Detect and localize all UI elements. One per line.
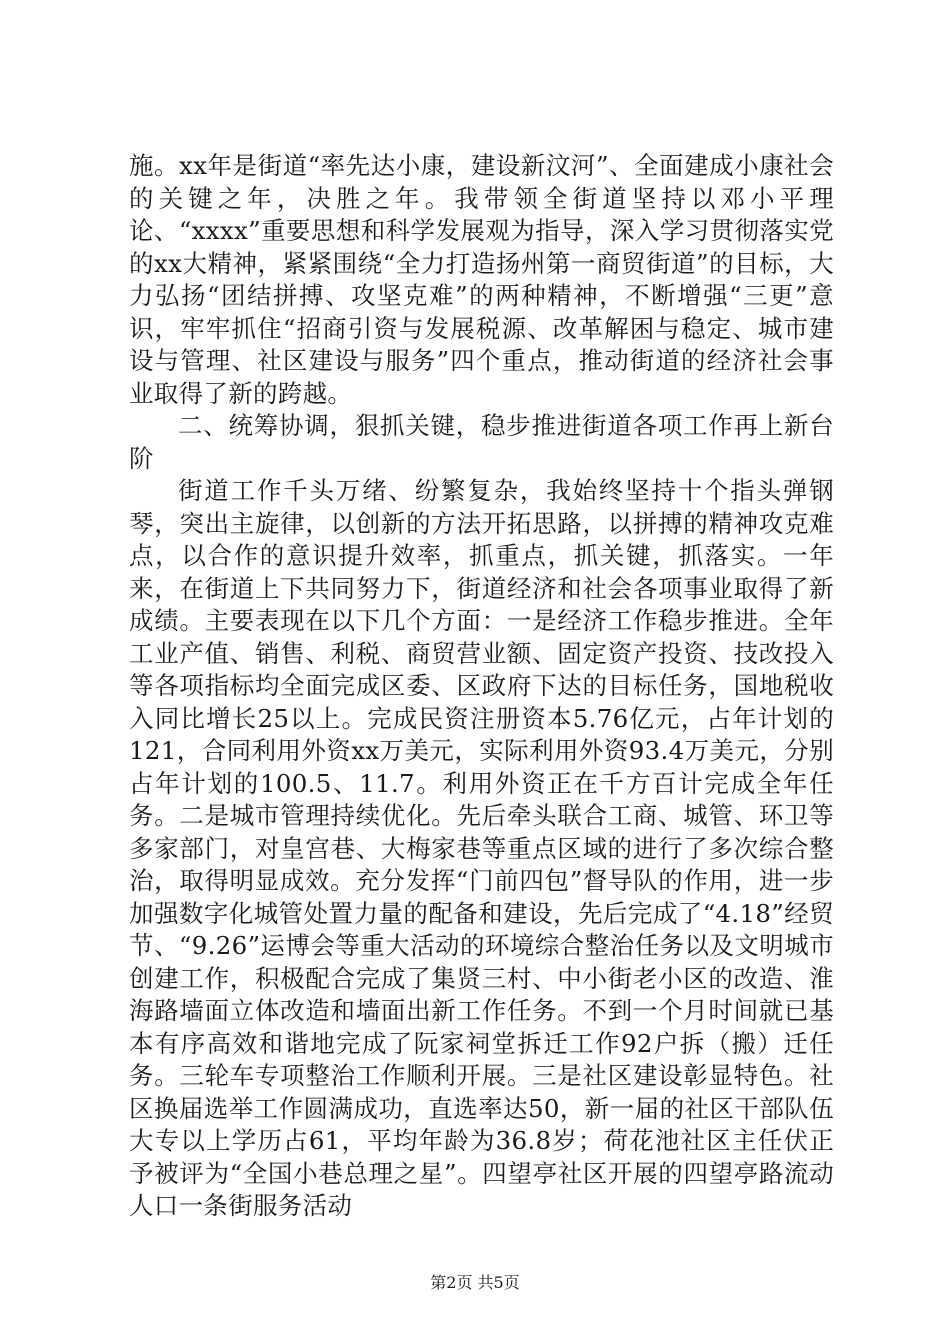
page-number-footer: 第2页 共5页 xyxy=(430,1273,520,1292)
section-heading: 二、统筹协调，狠抓关键，稳步推进街道各项工作再上新台阶 xyxy=(129,411,834,473)
paragraph-body: 街道工作千头万绪、纷繁复杂，我始终坚持十个指头弹钢琴，突出主旋律，以创新的方法开拓思路，以拼搏的精神攻克难点，以合作的意识提升效率，抓重点，抓关键，抓落实。一年来，在街道上下共同努力下，街道经济和社会各项事业取得了新成绩。主要表现在以下几个方面：一是经济工作稳步推进。全年工业产值、销售、利税、商贸营业额、固定资产投资、技改投入等各项指标均全面完成区委、区政府下达的目标任务，国地税收入同比增长25以上。完成民资注册资本5.76亿元，占年计划的121，合同利用外资xx万美元，实际利用外资93.4万美元，分别占年计划的100.5、11.7。利用外资正在千方百计完成全年任务。二是城市管理持续优化。先后牵头联合工商、城管、环卫等多家部门，对皇宫巷、大梅家巷等重点区域的进行了多次综合整治，取得明显成效。充分发挥“门前四包”督导队的作用，进一步加强数字化城管处置力量的配备和建设，先后完成了“4.18”经贸节、“9.26”运博会等重大活动的环境综合整治任务以及文明城市创建工作，积极配合完成了集贤三村、中小街老小区的改造、淮海路墙面立体改造和墙面出新工作任务。不到一个月时间就已基本有序高效和谐地完成了阮家祠堂拆迁工作92户拆（搬）迁任务。三轮车专项整治工作顺利开展。三是社区建设彰显特色。社区换届选举工作圆满成功，直选率达50，新一届的社区干部队伍大专以上学历占61，平均年龄为36.8岁；荷花池社区主任伏正予被评为“全国小巷总理之星”。四望亭社区开展的四望亭路流动人口一条街服务活动 xyxy=(129,476,834,1220)
paragraph-continuation: 施。xx年是街道“率先达小康，建设新汶河”、全面建成小康社会的关键之年，决胜之年。我带领全街道坚持以邓小平理论、“xxxx”重要思想和科学发展观为指导，深入学习贯彻落实党的xx大精神，紧紧围绕“全力打造扬州第一商贸街道”的目标，大力弘扬“团结拼搏、攻坚克难”的两种精神，不断增强“三更”意识，牢牢抓住“招商引资与发展税源、改革解困与稳定、城市建设与管理、社区建设与服务”四个重点，推动街道的经济社会事业取得了新的跨越。 xyxy=(129,151,834,408)
document-body xyxy=(129,150,834,1223)
